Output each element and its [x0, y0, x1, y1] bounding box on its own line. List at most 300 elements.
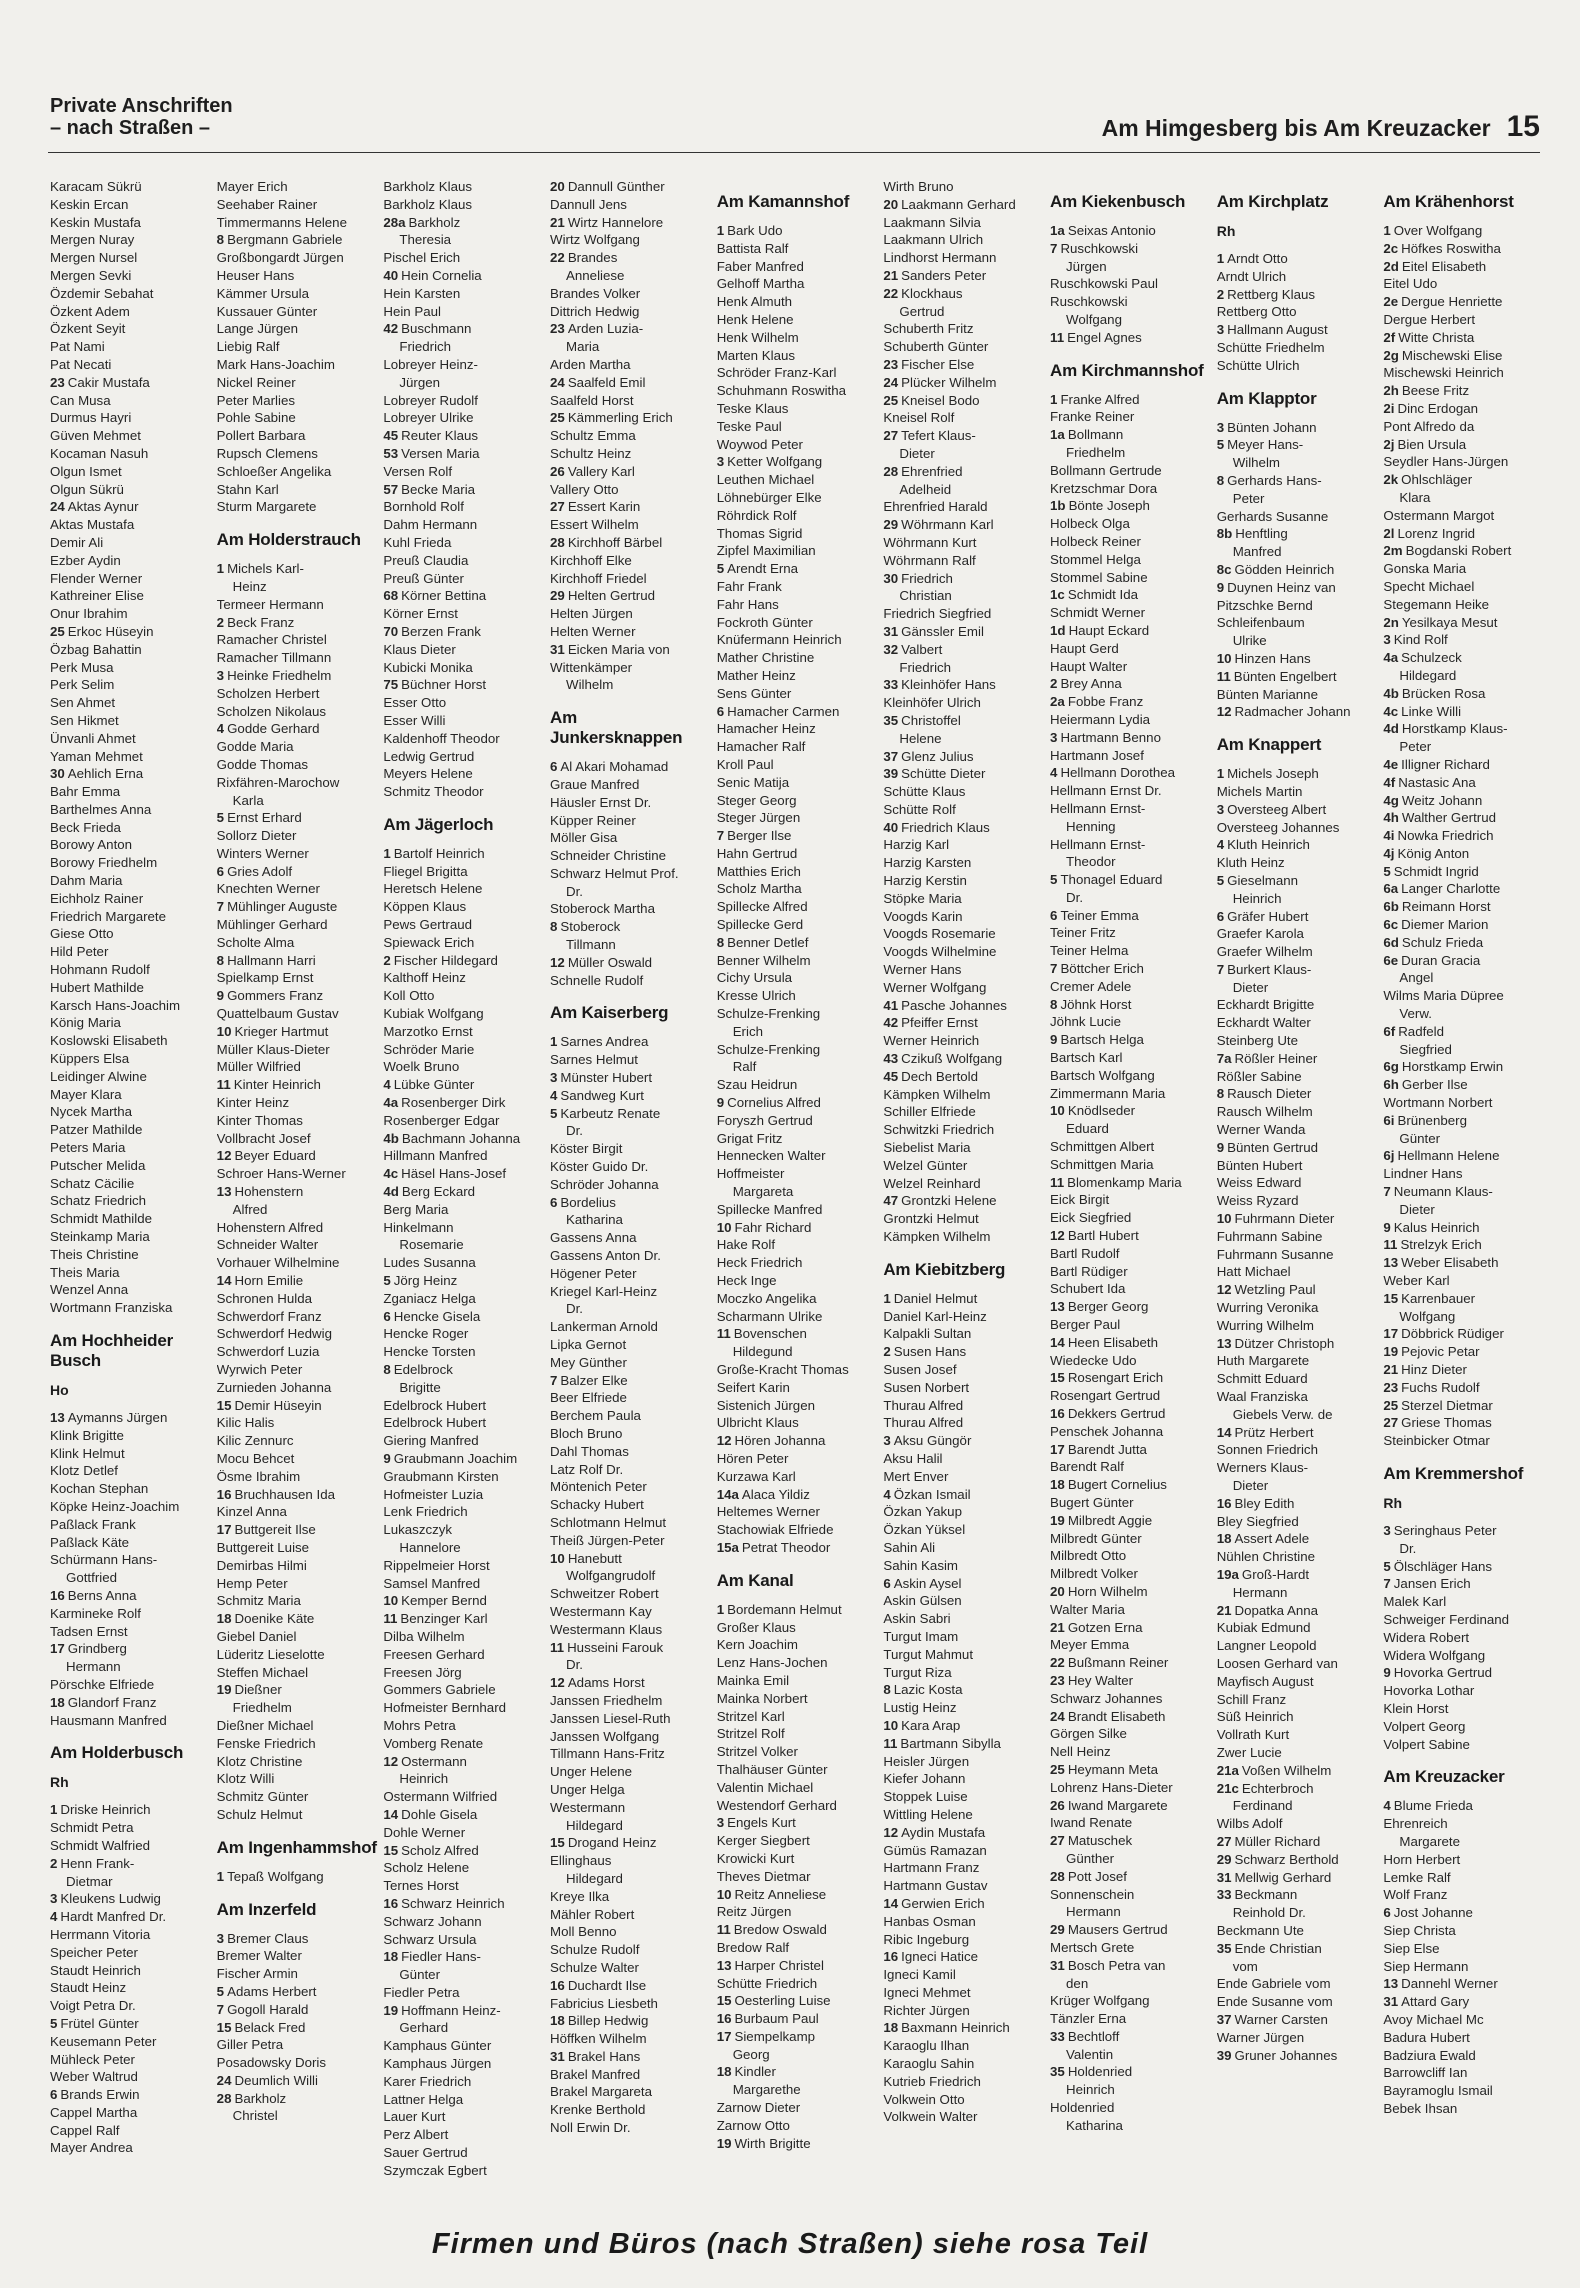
resident-entry: Wurring Wilhelm — [1216, 1317, 1314, 1333]
resident-entry: 2 Henn Frank- — [50, 1855, 135, 1871]
resident-entry: Schwarz Johannes — [1050, 1690, 1163, 1706]
resident-entry: Kinzel Anna — [216, 1504, 287, 1520]
resident-entry: 4 Hellmann Dorothea — [1050, 765, 1175, 781]
resident-entry: 25 Heymann Meta — [1050, 1761, 1158, 1777]
resident-entry: Steger Jürgen — [716, 810, 801, 826]
resident-entry: Thalhäuser Günter — [716, 1761, 828, 1777]
resident-entry: 5 Meyer Hans- — [1216, 437, 1304, 453]
resident-entry: Koll Otto — [383, 988, 435, 1004]
resident-entry: Paßlack Frank — [50, 1516, 136, 1532]
resident-entry: Große-Kracht Thomas — [716, 1362, 849, 1377]
resident-entry: 4 Sandweg Kurt — [550, 1087, 644, 1103]
resident-entry: Berg Maria — [383, 1201, 449, 1217]
resident-entry: Ellinghaus — [550, 1853, 612, 1869]
entry-continuation: Wilhelm — [566, 677, 614, 693]
resident-entry: 28 Kirchhoff Bärbel — [550, 534, 663, 550]
resident-entry: Bünten Hubert — [1216, 1157, 1303, 1173]
resident-entry: Sollorz Dieter — [216, 828, 297, 844]
resident-entry: Fockroth Günter — [716, 614, 813, 630]
resident-entry: Zurnieden Johanna — [216, 1379, 332, 1395]
resident-entry: Rupsch Clemens — [216, 445, 318, 461]
resident-entry: Vollrath Kurt — [1216, 1727, 1290, 1743]
resident-entry: 10 Knödlseder — [1050, 1103, 1136, 1119]
resident-entry: 39 Schütte Dieter — [883, 766, 986, 782]
resident-entry: Mayer Klara — [50, 1086, 122, 1102]
resident-entry: 12 Adams Horst — [550, 1675, 645, 1691]
entry-continuation: Erich — [732, 1023, 763, 1039]
resident-entry: Dittrich Hedwig — [550, 303, 640, 319]
resident-entry: Hohmann Rudolf — [50, 962, 150, 978]
resident-entry: 2g Mischewski Elise — [1383, 347, 1503, 363]
resident-entry: 7 Burkert Klaus- — [1216, 961, 1312, 977]
resident-entry: Wittling Helene — [883, 1806, 973, 1822]
resident-entry: Malek Karl — [1383, 1594, 1447, 1610]
resident-entry: 12 Ostermann — [383, 1753, 467, 1769]
resident-entry: Kinter Thomas — [216, 1112, 303, 1128]
resident-entry: 33 Kleinhöfer Hans — [883, 677, 996, 693]
resident-entry: Putscher Melida — [50, 1157, 146, 1173]
district-code: Ho — [50, 1382, 69, 1398]
resident-entry: Häusler Ernst Dr. — [550, 794, 652, 810]
resident-entry: Westermann Kay — [550, 1603, 652, 1619]
resident-entry: 16 Dekkers Gertrud — [1050, 1406, 1166, 1421]
resident-entry: Karacam Sükrü — [50, 179, 142, 194]
resident-entry: 15 Drogand Heinz — [550, 1835, 657, 1851]
resident-entry: 9 Duynen Heinz van — [1216, 579, 1336, 595]
resident-entry: Laakmann Silvia — [883, 214, 981, 230]
district-code: Rh — [1383, 1494, 1403, 1511]
resident-entry: 1a Bollmann — [1050, 427, 1124, 443]
resident-entry: 23 Fischer Else — [883, 356, 975, 372]
resident-entry: Nell Heinz — [1050, 1744, 1111, 1760]
resident-entry: Kilic Halis — [216, 1415, 275, 1431]
resident-entry: Meyers Helene — [383, 766, 473, 782]
resident-entry: Daniel Karl-Heinz — [883, 1308, 987, 1324]
resident-entry: Mühleck Peter — [50, 2051, 135, 2067]
resident-entry: Özkent Adem — [50, 303, 130, 319]
resident-entry: 47 Grontzki Helene — [883, 1193, 997, 1209]
resident-entry: 4d Horstkamp Klaus- — [1383, 721, 1508, 737]
entry-continuation: Katharina — [566, 1212, 623, 1228]
resident-entry: Schwerdorf Franz — [216, 1308, 322, 1324]
resident-entry: Matthies Erich — [716, 863, 801, 879]
resident-entry: 29 Mausers Gertrud — [1050, 1922, 1168, 1938]
resident-entry: Vorhauer Wilhelmine — [216, 1255, 340, 1271]
resident-entry: Szau Heidrun — [716, 1077, 798, 1093]
resident-entry: Mayer Andrea — [50, 2140, 133, 2156]
street-heading: Am Inzerfeld — [216, 1899, 317, 1919]
resident-entry: 6h Gerber Ilse — [1383, 1077, 1468, 1093]
resident-entry: Voogds Wilhelmine — [883, 944, 997, 960]
resident-entry: Schwarz Helmut Prof. — [550, 865, 679, 881]
resident-entry: 24 Brandt Elisabeth — [1050, 1708, 1166, 1724]
resident-entry: Weber Waltrud — [50, 2069, 138, 2085]
resident-entry: Vollbracht Josef — [216, 1130, 311, 1146]
resident-entry: Winters Werner — [216, 845, 309, 861]
resident-entry: 18 Glandorf Franz — [50, 1694, 157, 1710]
resident-entry: Buttgereit Luise — [216, 1539, 310, 1555]
header-rule — [48, 152, 1540, 153]
resident-entry: Meyer Emma — [1050, 1637, 1130, 1653]
resident-entry: 8b Henftling — [1216, 526, 1288, 542]
resident-entry: Sarnes Helmut — [550, 1052, 638, 1068]
resident-entry: 31 Bosch Petra van — [1050, 1957, 1166, 1973]
resident-entry: 4b Bachmann Johanna — [383, 1130, 521, 1146]
resident-entry: Heiermann Lydia — [1050, 711, 1151, 727]
resident-entry: 8 Hallmann Harri — [216, 952, 316, 968]
resident-entry: Reitz Jürgen — [716, 1904, 792, 1920]
resident-entry: Karaoglu Ilhan — [883, 2038, 970, 2054]
entry-continuation: Georg — [732, 2046, 770, 2062]
resident-entry: Kurzawa Karl — [716, 1468, 796, 1484]
resident-entry: Fuhrmann Sabine — [1216, 1228, 1323, 1244]
resident-entry: König Maria — [50, 1015, 121, 1031]
entry-continuation: Dr. — [566, 883, 584, 899]
resident-entry: Hofmeister Luzia — [383, 1486, 484, 1502]
resident-entry: 23 Cakir Mustafa — [50, 374, 150, 390]
resident-entry: Rixfähren-Marochow — [216, 774, 340, 790]
resident-entry: Saalfeld Horst — [550, 392, 634, 408]
resident-entry: 2i Dinc Erdogan — [1383, 400, 1479, 416]
resident-entry: Mertsch Grete — [1050, 1939, 1135, 1955]
resident-entry: Klotz Willi — [216, 1771, 275, 1787]
resident-entry: Ende Gabriele vom — [1216, 1976, 1331, 1992]
resident-entry: Bartl Rüdiger — [1050, 1263, 1128, 1279]
resident-entry: Godde Maria — [216, 739, 294, 755]
resident-entry: Schuberth Günter — [883, 339, 989, 355]
resident-entry: Richter Jürgen — [883, 2002, 970, 2018]
resident-entry: Harzig Karl — [883, 837, 950, 853]
resident-entry: Klink Helmut — [50, 1445, 125, 1461]
resident-entry: 18 Billep Hedwig — [550, 2013, 649, 2029]
resident-entry: Lindhorst Hermann — [883, 250, 997, 266]
resident-entry: 28 Barkholz — [216, 2090, 287, 2106]
resident-entry: Pat Nami — [50, 339, 105, 355]
entry-continuation: Dieter — [899, 445, 935, 461]
resident-entry: 3 Heinke Friedhelm — [216, 667, 332, 683]
resident-entry: Aktas Mustafa — [50, 517, 135, 533]
resident-entry: Pischel Erich — [383, 250, 461, 266]
resident-entry: Turgut Imam — [883, 1628, 959, 1644]
resident-entry: Thomas Sigrid — [716, 525, 803, 541]
resident-entry: Rosengart Gertrud — [1050, 1388, 1161, 1404]
resident-entry: Mähler Robert — [550, 1906, 635, 1922]
resident-entry: Eckhardt Walter — [1216, 1015, 1311, 1031]
resident-entry: 23 Fuchs Rudolf — [1383, 1379, 1480, 1395]
entry-continuation: Tillmann — [566, 937, 616, 953]
resident-entry: 5 Jörg Heinz — [383, 1273, 458, 1289]
resident-entry: Ramacher Tillmann — [216, 650, 332, 666]
resident-entry: Foryszh Gertrud — [716, 1112, 813, 1128]
resident-entry: Schiller Elfriede — [883, 1104, 976, 1120]
resident-entry: 11 Bredow Oswald — [716, 1922, 827, 1938]
resident-entry: Bartsch Wolfgang — [1050, 1067, 1155, 1083]
resident-entry: 41 Pasche Johannes — [883, 997, 1007, 1013]
entry-continuation: Henning — [1066, 818, 1116, 834]
resident-entry: Helten Werner — [550, 623, 636, 639]
resident-entry: Özdemir Sebahat — [50, 285, 154, 301]
resident-entry: 12 Wetzling Paul — [1216, 1282, 1316, 1298]
directory-column — [1383, 178, 1550, 2208]
resident-entry: Lenz Hans-Jochen — [716, 1655, 828, 1671]
section-label-line1: Private Anschriften — [50, 95, 233, 117]
section-label-line2: – nach Straßen – — [50, 117, 211, 139]
resident-entry: Spillecke Alfred — [716, 899, 808, 915]
resident-entry: 24 Saalfeld Emil — [550, 374, 646, 390]
resident-entry: Werner Wolfgang — [883, 979, 987, 995]
resident-entry: 21c Echterbroch — [1216, 1780, 1314, 1796]
resident-entry: Hencke Roger — [383, 1326, 469, 1342]
resident-entry: 30 Friedrich — [883, 570, 953, 586]
resident-entry: Schulze-Frenking — [716, 1041, 821, 1057]
entry-continuation: Alfred — [232, 1201, 268, 1217]
resident-entry: Fuhrmann Susanne — [1216, 1246, 1334, 1262]
resident-entry: Mergen Nuray — [50, 232, 135, 248]
street-heading: Am Kamannshof — [716, 192, 850, 211]
resident-entry: 5 Adams Herbert — [216, 1983, 317, 1999]
resident-entry: Spiewack Erich — [383, 934, 475, 950]
resident-entry: Möntenich Peter — [550, 1479, 647, 1495]
resident-entry: Wilms Maria Düpree — [1383, 988, 1504, 1004]
resident-entry: Theis Christine — [50, 1246, 139, 1262]
resident-entry: Krowicki Kurt — [716, 1850, 795, 1866]
resident-entry: 1d Haupt Eckard — [1050, 622, 1150, 638]
directory-column — [550, 178, 717, 2208]
entry-continuation: Hermann — [1066, 1904, 1121, 1920]
resident-entry: Sens Günter — [716, 685, 792, 701]
resident-entry: Tillmann Hans-Fritz — [550, 1746, 665, 1762]
resident-entry: Peters Maria — [50, 1140, 126, 1156]
resident-entry: Giese Otto — [50, 926, 114, 942]
resident-entry: Lohrenz Hans-Dieter — [1050, 1779, 1173, 1795]
resident-entry: 6 Askin Aysel — [883, 1575, 962, 1591]
resident-entry: 9 Hovorka Gertrud — [1383, 1665, 1493, 1681]
resident-entry: Schleifenbaum — [1216, 615, 1305, 631]
resident-entry: 5 Frütel Günter — [50, 2015, 139, 2031]
resident-entry: Gerhards Susanne — [1216, 508, 1329, 524]
resident-entry: 4 Blume Frieda — [1383, 1798, 1473, 1814]
resident-entry: 6e Duran Gracia — [1383, 952, 1481, 968]
resident-entry: Stöpke Maria — [883, 890, 962, 906]
resident-entry: 22 Brandes — [550, 250, 618, 266]
resident-entry: Volpert Sabine — [1383, 1736, 1470, 1752]
resident-entry: 4f Nastasic Ana — [1383, 774, 1476, 790]
resident-entry: Iwand Renate — [1050, 1815, 1133, 1831]
resident-entry: 5 Gieselmann — [1216, 872, 1299, 888]
resident-entry: Sonnenschein — [1050, 1886, 1135, 1902]
resident-entry: Scholz Helene — [383, 1860, 470, 1876]
resident-entry: Woywod Peter — [716, 436, 803, 452]
resident-entry: Arden Martha — [550, 356, 631, 372]
resident-entry: Haupt Gerd — [1050, 640, 1119, 656]
resident-entry: Thurau Alfred — [883, 1397, 964, 1413]
resident-entry: Mocu Behcet — [216, 1450, 295, 1466]
resident-entry: 1 Bark Udo — [716, 223, 783, 238]
resident-entry: Liebig Ralf — [216, 339, 280, 355]
resident-entry: 5 Arendt Erna — [716, 561, 799, 577]
resident-entry: 17 Buttgereit Ilse — [216, 1522, 316, 1538]
entry-continuation: Hildegard — [1399, 667, 1457, 683]
resident-entry: 5 Thonagel Eduard — [1050, 872, 1163, 888]
resident-entry: Lukaszczyk — [383, 1522, 453, 1538]
resident-entry: Ende Susanne vom — [1216, 1994, 1333, 2010]
resident-entry: Schultz Heinz — [550, 445, 632, 461]
resident-entry: Krenke Berthold — [550, 2102, 646, 2118]
resident-entry: 5 Ölschläger Hans — [1383, 1558, 1493, 1574]
resident-entry: Termeer Hermann — [216, 596, 324, 612]
resident-entry: Cappel Martha — [50, 2104, 138, 2120]
resident-entry: Mather Christine — [716, 650, 815, 666]
resident-entry: Schulze-Frenking — [716, 1006, 821, 1022]
resident-entry: Marten Klaus — [716, 347, 796, 363]
resident-entry: Unger Helene — [550, 1764, 633, 1780]
resident-entry: 8 Stoberock — [550, 919, 621, 935]
resident-entry: Freesen Jörg — [383, 1664, 462, 1680]
resident-entry: Lustig Heinz — [883, 1700, 957, 1716]
resident-entry: Stegemann Heike — [1383, 596, 1490, 612]
resident-entry: Preuß Claudia — [383, 552, 469, 568]
resident-entry: Patzer Mathilde — [50, 1122, 143, 1138]
resident-entry: Schmidt Mathilde — [50, 1211, 152, 1227]
directory-column — [383, 178, 550, 2208]
resident-entry: Schmidt Walfried — [50, 1837, 150, 1853]
resident-entry: Schmitt Eduard — [1216, 1371, 1308, 1387]
resident-entry: 3 Bünten Johann — [1216, 419, 1317, 435]
entry-continuation: Hildegard — [566, 1870, 623, 1886]
resident-entry: Holbeck Reiner — [1050, 533, 1141, 549]
resident-entry: Volpert Georg — [1383, 1718, 1466, 1734]
entry-continuation: Dieter — [1399, 1201, 1435, 1217]
resident-entry: 15a Petrat Theodor — [716, 1539, 831, 1555]
resident-entry: 8 Benner Detlef — [716, 934, 809, 950]
resident-entry: Schroer Hans-Werner — [216, 1166, 346, 1182]
entry-continuation: Manfred — [1232, 544, 1282, 560]
resident-entry: 18 Kindler — [716, 2064, 776, 2080]
resident-entry: 18 Baxmann Heinrich — [883, 2020, 1010, 2036]
resident-entry: 7a Rößler Heiner — [1216, 1050, 1318, 1066]
resident-entry: Barrowcliff Ian — [1383, 2065, 1468, 2081]
resident-entry: Schuberth Fritz — [883, 321, 974, 337]
resident-entry: Leidinger Alwine — [50, 1068, 147, 1084]
resident-entry: 7 Berger Ilse — [716, 828, 792, 844]
resident-entry: Borowy Anton — [50, 837, 133, 853]
resident-entry: Kleinhöfer Ulrich — [883, 695, 981, 711]
resident-entry: Heretsch Helene — [383, 881, 483, 897]
resident-entry: Steinbicker Otmar — [1383, 1433, 1490, 1449]
resident-entry: Ostermann Margot — [1383, 507, 1495, 523]
resident-entry: 42 Pfeiffer Ernst — [883, 1015, 978, 1031]
resident-entry: Krüger Wolfgang — [1050, 1993, 1150, 2009]
street-heading: Am Knappert — [1216, 735, 1322, 755]
resident-entry: 30 Aehlich Erna — [50, 766, 144, 782]
resident-entry: Dießner Michael — [216, 1717, 314, 1733]
resident-entry: 6i Brünenberg — [1383, 1112, 1467, 1128]
resident-entry: 27 Tefert Klaus- — [883, 428, 976, 444]
resident-entry: 2m Bogdanski Robert — [1383, 543, 1512, 559]
street-heading: Am Holderstrauch — [216, 530, 361, 550]
resident-entry: Ludes Susanna — [383, 1255, 476, 1271]
resident-entry: Battista Ralf — [716, 240, 789, 256]
resident-entry: Kämpken Wilhelm — [883, 1086, 991, 1102]
resident-entry: Schlotmann Helmut — [550, 1514, 667, 1530]
resident-entry: Thurau Alfred — [883, 1415, 964, 1431]
street-heading: Am Kanal — [716, 1570, 794, 1590]
resident-entry: 10 Hinzen Hans — [1216, 650, 1311, 666]
resident-entry: 27 Griese Thomas — [1383, 1415, 1492, 1431]
resident-entry: Lenk Friedrich — [383, 1504, 468, 1520]
resident-entry: 8 Edelbrock — [383, 1362, 453, 1377]
resident-entry: Pews Gertraud — [383, 917, 473, 933]
resident-entry: Marzotko Ernst — [383, 1023, 473, 1039]
resident-entry: Schwarz Ursula — [383, 1931, 477, 1947]
resident-entry: Versen Rolf — [383, 463, 453, 479]
resident-entry: 11 Strelzyk Erich — [1383, 1237, 1482, 1253]
resident-entry: 28 Ehrenfried — [883, 463, 963, 479]
resident-entry: 31 Mellwig Gerhard — [1216, 1869, 1332, 1885]
resident-entry: Hofmeister Bernhard — [383, 1700, 507, 1716]
resident-entry: Rippelmeier Horst — [383, 1557, 490, 1573]
entry-continuation: Jürgen — [1066, 258, 1107, 274]
resident-entry: 16 Schwarz Heinrich — [383, 1895, 505, 1911]
entry-continuation: Wolfgangrudolf — [566, 1568, 656, 1584]
resident-entry: Lipka Gernot — [550, 1337, 627, 1353]
resident-entry: 15 Demir Hüseyin — [216, 1397, 322, 1413]
resident-entry: Fischer Armin — [216, 1966, 298, 1982]
resident-entry: 7 Neumann Klaus- — [1383, 1184, 1493, 1200]
resident-entry: Lindner Hans — [1383, 1166, 1463, 1182]
resident-entry: Schmittgen Maria — [1050, 1156, 1154, 1172]
resident-entry: Hein Karsten — [383, 285, 461, 301]
resident-entry: 15 Rosengart Erich — [1050, 1370, 1164, 1386]
resident-entry: Fahr Hans — [716, 596, 779, 612]
entry-continuation: Günther — [1066, 1850, 1115, 1866]
resident-entry: 5 Ernst Erhard — [216, 810, 302, 826]
resident-entry: Schatz Friedrich — [50, 1193, 147, 1209]
resident-entry: 4e Illigner Richard — [1383, 756, 1490, 772]
resident-entry: Kaldenhoff Theodor — [383, 730, 500, 746]
entry-continuation: Gertrud — [899, 303, 945, 319]
resident-entry: 18 Fiedler Hans- — [383, 1949, 481, 1965]
resident-entry: Kluth Heinz — [1216, 855, 1285, 871]
resident-entry: 21a Voßen Wilhelm — [1216, 1762, 1332, 1778]
resident-entry: Özkent Seyit — [50, 321, 126, 337]
resident-entry: Jöhnk Lucie — [1050, 1014, 1121, 1030]
resident-entry: Peter Marlies — [216, 392, 295, 408]
resident-entry: 8 Gerhards Hans- — [1216, 472, 1322, 488]
resident-entry: Werner Wanda — [1216, 1122, 1306, 1138]
resident-entry: 42 Buschmann — [383, 321, 472, 337]
footer-note: Firmen und Büros (nach Straßen) siehe rosa Teil — [431, 2228, 1149, 2260]
resident-entry: Theis Maria — [50, 1264, 120, 1280]
resident-entry: 8 Lazic Kosta — [883, 1682, 963, 1698]
resident-entry: 21 Gotzen Erna — [1050, 1619, 1143, 1635]
resident-entry: Westermann Klaus — [550, 1621, 663, 1637]
resident-entry: Dahl Thomas — [550, 1443, 629, 1459]
resident-entry: Graubmann Kirsten — [383, 1468, 499, 1484]
resident-entry: Esser Otto — [383, 695, 447, 711]
resident-entry: 25 Sterzel Dietmar — [1383, 1397, 1493, 1413]
resident-entry: Widera Wolfgang — [1383, 1647, 1486, 1663]
resident-entry: Wittenkämper — [550, 659, 633, 675]
resident-entry: Berchem Paula — [550, 1408, 641, 1424]
resident-entry: Röhrdick Rolf — [716, 507, 797, 523]
resident-entry: Wirtz Wolfgang — [550, 232, 640, 248]
resident-entry: Bartsch Karl — [1050, 1050, 1123, 1066]
resident-entry: 8 Jöhnk Horst — [1050, 996, 1132, 1012]
resident-entry: Schütte Klaus — [883, 784, 966, 800]
resident-entry: Dohle Werner — [383, 1824, 466, 1840]
resident-entry: Badziura Ewald — [1383, 2047, 1476, 2063]
